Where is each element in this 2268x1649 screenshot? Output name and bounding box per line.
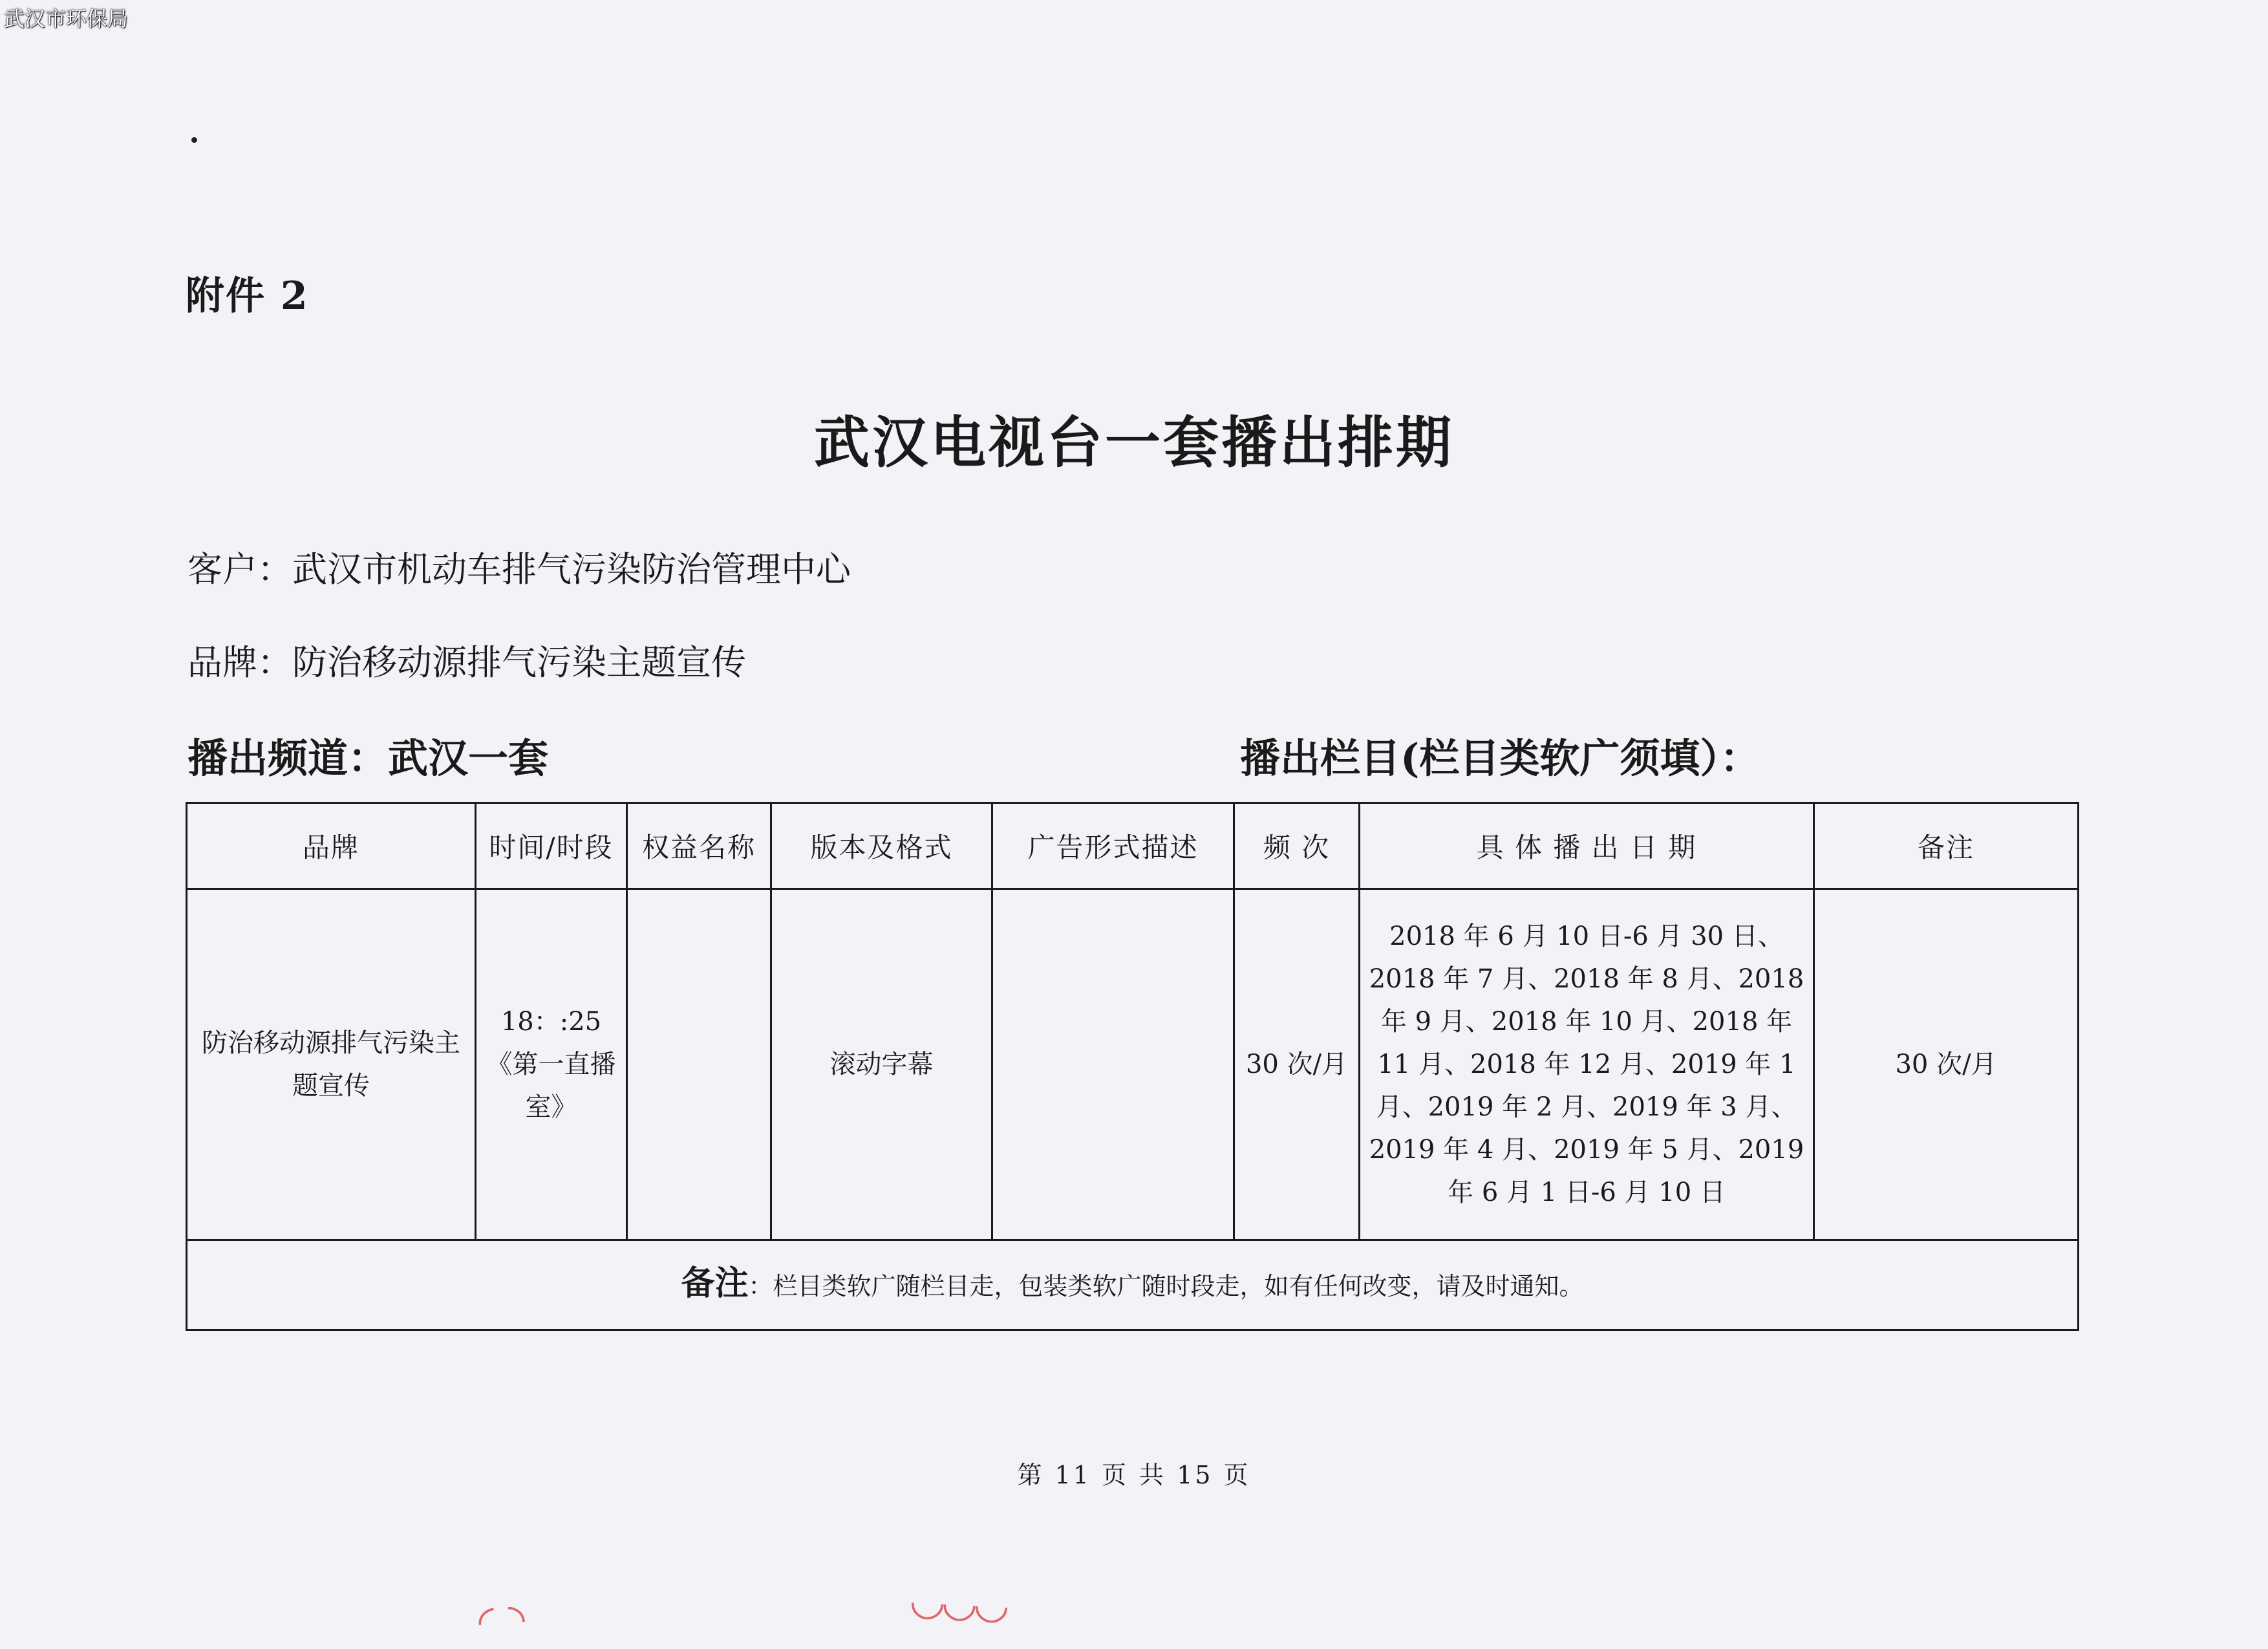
time-slot-cell: 18：:25《第一直播室》	[476, 889, 627, 1240]
page-number: 第 11 页 共 15 页	[1017, 1461, 1251, 1489]
remark-cell: 30 次/月	[1814, 889, 2079, 1240]
watermark-label: 武汉市环保局	[4, 6, 129, 31]
frequency-cell: 30 次/月	[1234, 889, 1360, 1240]
version-format-cell: 滚动字幕	[771, 889, 992, 1240]
column-header: 权益名称	[627, 803, 771, 889]
seal-fragment: ◜ ◝	[476, 1594, 527, 1646]
client-line: 客户：武汉市机动车排气污染防治管理中心	[187, 549, 851, 590]
remark-label: 备注	[681, 1264, 749, 1303]
seal-fragment: ◟◞◟◞◟◞	[910, 1575, 1009, 1629]
column-header: 版本及格式	[771, 803, 992, 889]
brand-line: 品牌：防治移动源排气污染主题宣传	[187, 642, 746, 683]
page-title: 武汉电视台一套播出排期	[814, 410, 1454, 475]
column-header: 广告形式描述	[992, 803, 1234, 889]
remark-note	[187, 1240, 2079, 1330]
schedule-table	[186, 802, 2079, 1331]
remark-text: ：栏目类软广随栏目走，包装类软广随时段走，如有任何改变，请及时通知。	[748, 1272, 1584, 1300]
column-header: 频 次	[1234, 803, 1360, 889]
remark-row	[187, 1240, 2079, 1330]
column-header: 品牌	[187, 803, 476, 889]
column-header: 具 体 播 出 日 期	[1360, 803, 1814, 889]
program-line: 播出栏目(栏目类软广须填）：	[1240, 735, 1760, 782]
column-header: 备注	[1814, 803, 2079, 889]
column-header: 时间/时段	[476, 803, 627, 889]
stray-dot	[191, 137, 197, 143]
channel-line: 播出频道：武汉一套	[187, 735, 549, 782]
brand-cell: 防治移动源排气污染主题宣传	[187, 889, 476, 1240]
table-header-row	[187, 803, 2079, 889]
dates-cell: 2018 年 6 月 10 日-6 月 30 日、2018 年 7 月、2018 年 8 月、2018 年 9 月、2018 年 10 月、2018 年 11 月、2018 年 12 月、2019 年 1 月、2019 年 2 月、2019 年 3 月、2019 年 4 月、2019 年 5 月、2019 年 6 月 1 日-6 月 10 日	[1360, 889, 1814, 1240]
ad-form-cell	[992, 889, 1234, 1240]
table-row	[187, 889, 2079, 1240]
attachment-label: 附件 2	[186, 274, 309, 319]
benefit-name-cell	[627, 889, 771, 1240]
